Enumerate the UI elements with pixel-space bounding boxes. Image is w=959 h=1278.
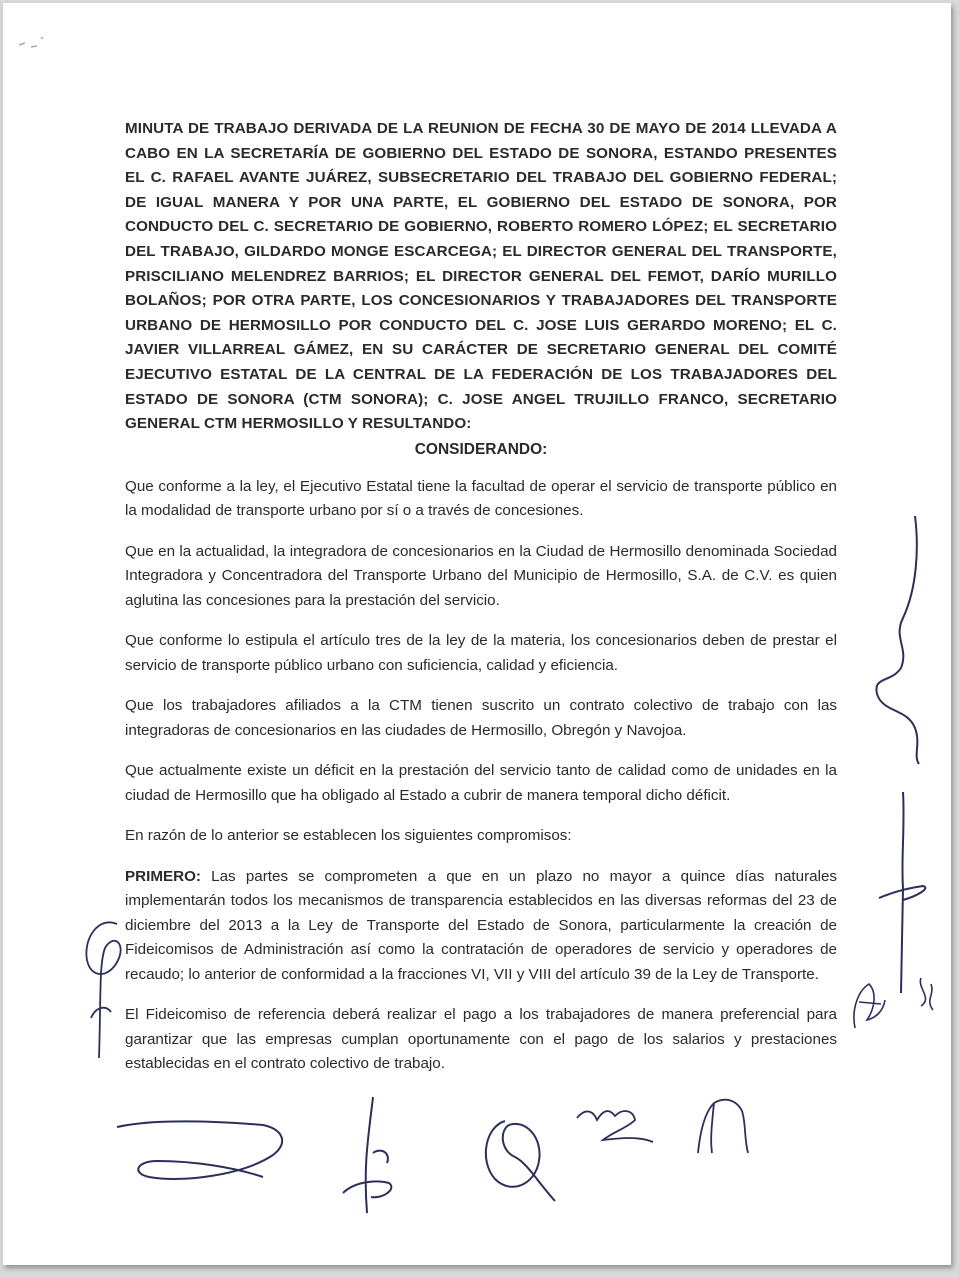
signature-bottom-2 bbox=[333, 1093, 413, 1223]
primero-label: PRIMERO: bbox=[125, 867, 201, 885]
closing-paragraph: El Fideicomiso de referencia deberá realizar el pago a los trabajadores de manera preferencial para garantizar que las empresas cumplan oportunamente con el pago de los salarios y prestaciones establecidas en el contrato colectivo de trabajo. bbox=[125, 1006, 837, 1073]
signature-right-upper bbox=[863, 508, 933, 768]
scan-speck bbox=[17, 33, 57, 53]
section-title: CONSIDERANDO: bbox=[414, 440, 548, 458]
document-page bbox=[3, 3, 951, 1265]
paragraph-6: En razón de lo anterior se establecen los siguientes compromisos: bbox=[125, 827, 572, 845]
paragraph-1: Que conforme a la ley, el Ejecutivo Estatal tiene la facultad de operar el servicio de transporte público en la modalidad de transporte urbano por sí o a través de concesiones. bbox=[125, 477, 837, 520]
paragraph-3: Que conforme lo estipula el artículo tres de la ley de la materia, los concesionarios deben de prestar el servicio de transporte público urbano con suficiencia, calidad y eficiencia. bbox=[125, 632, 837, 674]
paragraph-2: Que en la actualidad, la integradora de concesionarios en la Ciudad de Hermosillo denominada Sociedad Integradora y Concentradora del Transporte Urbano del Municipio de Hermosillo, S.A. de C.V. es quien aglutina las concesiones para la prestación del servicio. bbox=[125, 542, 837, 609]
document-body bbox=[125, 117, 837, 1093]
document-heading: MINUTA DE TRABAJO DERIVADA DE LA REUNION DE FECHA 30 DE MAYO DE 2014 LLEVADA A CABO EN LA SECRETARÍA DE GOBIERNO DEL ESTADO DE SONORA, ESTANDO PRESENTES EL C. RAFAEL AVANTE JUÁREZ, SUBSECRETARIO DEL TRABAJO DEL GOBIERNO FEDERAL; DE IGUAL MANERA Y POR UNA PARTE, EL GOBIERNO DEL ESTADO DE SONORA, POR CONDUCTO DEL C. SECRETARIO DE GOBIERNO, ROBERTO ROMERO LÓPEZ; EL SECRETARIO DEL TRABAJO, GILDARDO MONGE ESCARCEGA; EL DIRECTOR GENERAL DEL TRANSPORTE, PRISCILIANO MELENDREZ BARRIOS; EL DIRECTOR GENERAL DEL FEMOT, DARÍO MURILLO BOLAÑOS; POR OTRA PARTE, LOS CONCESIONARIOS Y TRABAJADORES DEL TRANSPORTE URBANO DE HERMOSILLO POR CONDUCTO DEL C. JOSE LUIS GERARDO MORENO; EL C. JAVIER VILLARREAL GÁMEZ, EN SU CARÁCTER DE SECRETARIO GENERAL DEL COMITÉ EJECUTIVO ESTATAL DE LA CENTRAL DE LA FEDERACIÓN DE LOS TRABAJADORES DEL ESTADO DE SONORA (CTM SONORA); C. JOSE ANGEL TRUJILLO FRANCO, SECRETARIO GENERAL CTM HERMOSILLO Y RESULTANDO: bbox=[125, 120, 837, 433]
signature-right-middle bbox=[873, 788, 943, 1018]
paragraph-4: Que los trabajadores afiliados a la CTM tienen suscrito un contrato colectivo de trabajo con las integradoras de concesionarios en las ciudades de Hermosillo, Obregón y Navojoa. bbox=[125, 697, 837, 739]
paragraph-5: Que actualmente existe un déficit en la prestación del servicio tanto de calidad como de unidades en la ciudad de Hermosillo que ha obligado al Estado a cubrir de manera temporal dicho déficit. bbox=[125, 762, 837, 804]
signature-bottom-5 bbox=[688, 1093, 778, 1163]
signature-bottom-4 bbox=[573, 1098, 663, 1158]
signature-right-lower bbox=[845, 978, 895, 1038]
signature-bottom-1 bbox=[113, 1103, 303, 1213]
primero-text: Las partes se comprometen a que en un plazo no mayor a quince días naturales implementarán todos los mecanismos de transparencia establecidos en las diversas reformas del 23 de diciembre del 2013 a la Ley de Transporte del Estado de Sonora, particularmente la creación de Fideicomisos de Administración así como la contratación de operadores de servicio y operadores de recaudo; lo anterior de conformidad a la fracciones VI, VII y VIII del artículo 39 de la Ley de Transporte. bbox=[125, 867, 837, 983]
signature-bottom-3 bbox=[465, 1101, 565, 1211]
primero-clause bbox=[125, 865, 837, 988]
